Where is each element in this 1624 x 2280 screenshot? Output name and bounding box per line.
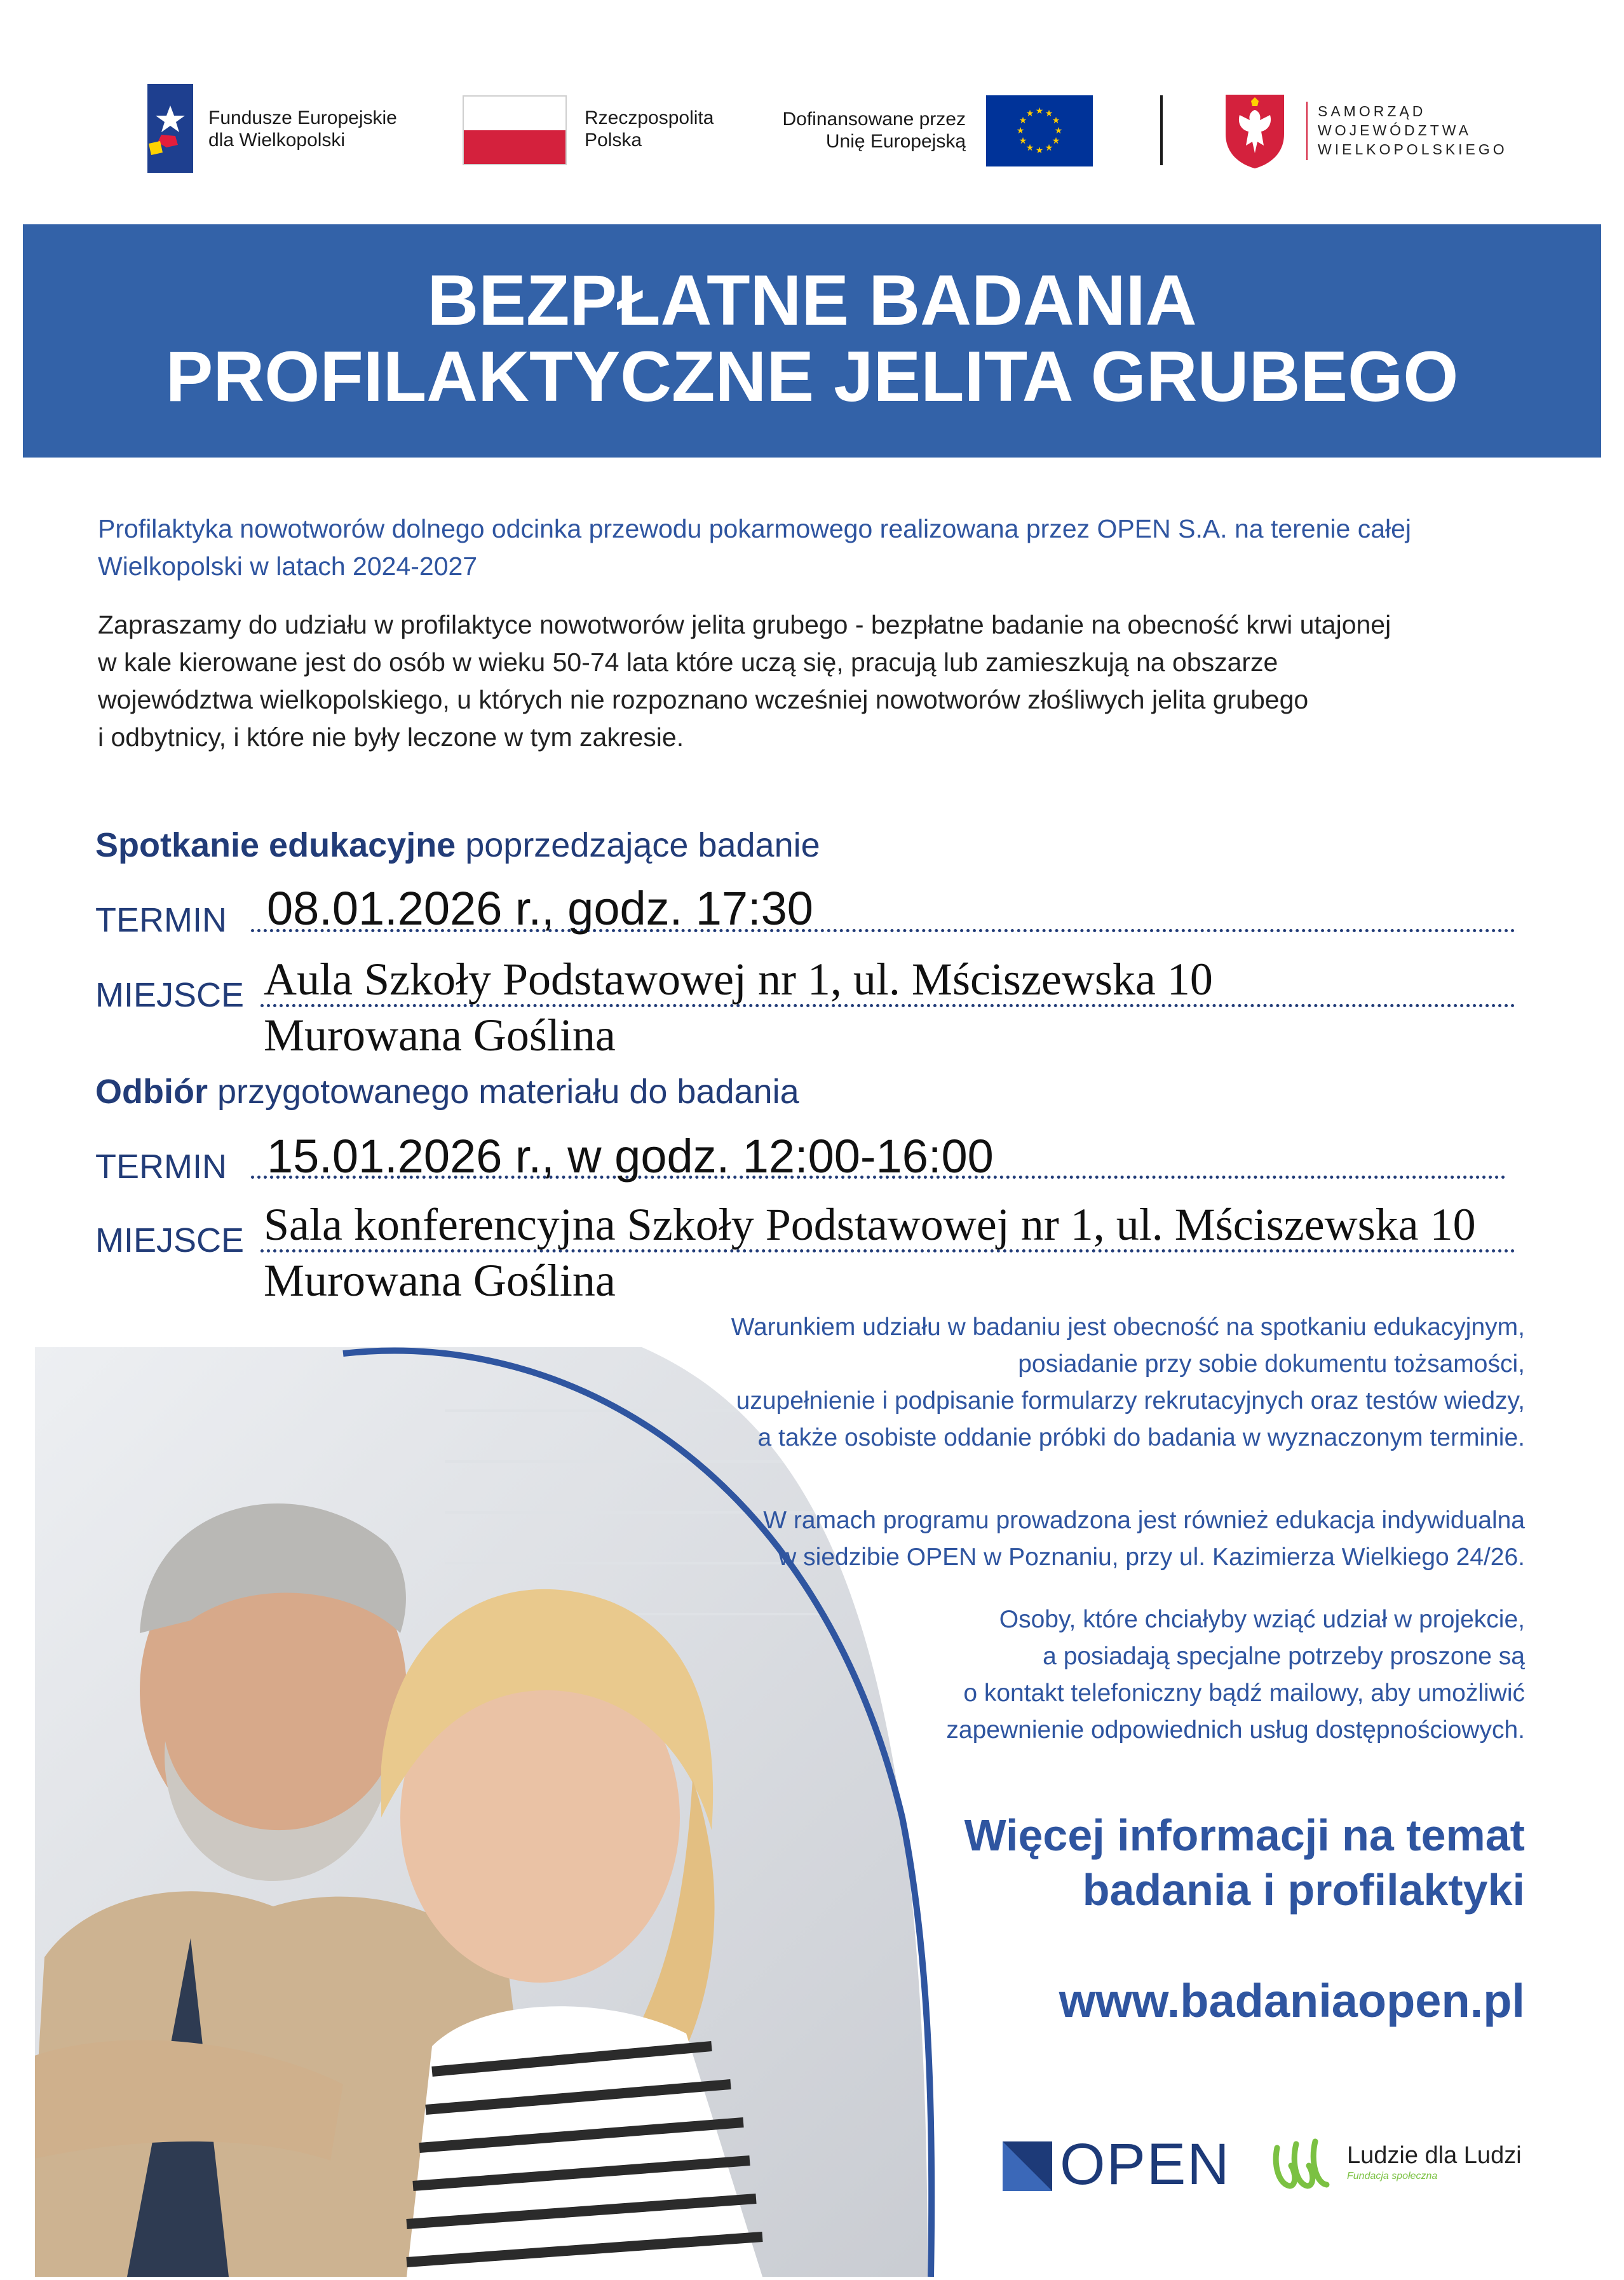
intro-line1: Profilaktyka nowotworów dolnego odcinka przewodu pokarmowego realizowana przez OPEN S.A. na terenie całej xyxy=(98,514,1412,543)
open-logo-text: OPEN xyxy=(1060,2132,1231,2197)
conditions-line4: a także osobiste oddanie próbki do badania w wyznaczonym terminie. xyxy=(757,1424,1525,1451)
conditions-paragraph xyxy=(572,1309,1525,1456)
pickup-termin-value: 15.01.2026 r., w godz. 12:00-16:00 xyxy=(267,1130,994,1183)
fe-logo-line1: Fundusze Europejskie xyxy=(208,107,397,128)
more-info-line2: badania i profilaktyki xyxy=(1082,1865,1525,1915)
ldl-subtitle: Fundacja społeczna xyxy=(1347,2171,1438,2182)
samorzad-line2: WOJEWÓDZTWA xyxy=(1318,122,1472,139)
invitation-paragraph xyxy=(98,606,1597,756)
intro-line2: Wielkopolski w latach 2024-2027 xyxy=(98,552,478,581)
rp-logo-text xyxy=(585,107,737,151)
ldl-logo-text xyxy=(1347,2141,1563,2183)
couple-photo xyxy=(0,1334,953,2277)
ludzie-dla-ludzi-logo-icon xyxy=(1271,2135,1334,2192)
accessibility-line3: o kontakt telefoniczny bądź mailowy, aby umożliwić xyxy=(963,1679,1525,1707)
rp-logo-line1: Rzeczpospolita xyxy=(585,107,714,128)
pickup-termin-label: TERMIN xyxy=(95,1148,227,1186)
svg-text:★: ★ xyxy=(1045,109,1053,119)
svg-text:★: ★ xyxy=(1052,136,1060,146)
fundusze-europejskie-logo-icon xyxy=(147,84,193,173)
pickup-miejsce-label: MIEJSCE xyxy=(95,1221,245,1259)
meeting-miejsce-label: MIEJSCE xyxy=(95,976,245,1014)
polish-flag-icon xyxy=(463,95,567,165)
pickup-heading-bold: Odbiór xyxy=(95,1073,208,1111)
logo-divider xyxy=(1160,95,1163,165)
conditions-line1: Warunkiem udziału w badaniu jest obecność na spotkaniu edukacyjnym, xyxy=(731,1313,1525,1341)
fe-logo-line2: dla Wielkopolski xyxy=(208,130,346,151)
svg-text:★: ★ xyxy=(1052,116,1060,126)
svg-text:★: ★ xyxy=(1018,116,1027,126)
page-title-line2: PROFILAKTYCZNE JELITA GRUBEGO xyxy=(165,337,1459,416)
education-paragraph xyxy=(572,1502,1525,1576)
svg-text:★: ★ xyxy=(1054,126,1063,136)
svg-text:★: ★ xyxy=(1018,136,1027,146)
conditions-line3: uzupełnienie i podpisanie formularzy rekrutacyjnych oraz testów wiedzy, xyxy=(736,1387,1525,1415)
photo-content xyxy=(0,1334,953,2277)
open-logo-mark-icon xyxy=(1003,2141,1052,2191)
svg-text:★: ★ xyxy=(1035,146,1044,156)
education-line1: W ramach programu prowadzona jest również edukacja indywidualna xyxy=(763,1507,1525,1534)
samorzad-line3: WIELKOPOLSKIEGO xyxy=(1318,141,1508,158)
meeting-heading-rest: poprzedzające badanie xyxy=(456,826,820,864)
pickup-heading-rest: przygotowanego materiału do badania xyxy=(207,1073,799,1111)
svg-text:★: ★ xyxy=(1035,106,1044,116)
eu-logo-line2: Unię Europejską xyxy=(825,131,966,152)
pickup-miejsce-line1: Sala konferencyjna Szkoły Podstawowej nr 1, ul. Mściszewska 10 xyxy=(264,1199,1476,1250)
program-intro xyxy=(98,510,1597,585)
meeting-termin-label: TERMIN xyxy=(95,901,227,939)
invitation-line1: Zapraszamy do udziału w profilaktyce nowotworów jelita grubego - bezpłatne badanie na obecność krwi utajonej xyxy=(98,610,1391,639)
svg-text:★: ★ xyxy=(1025,143,1034,153)
education-line2: w siedzibie OPEN w Poznaniu, przy ul. Kazimierza Wielkiego 24/26. xyxy=(778,1544,1525,1571)
pickup-miejsce-line2: Murowana Goślina xyxy=(264,1255,616,1306)
more-info-line1: Więcej informacji na temat xyxy=(964,1810,1525,1860)
ldl-name: Ludzie dla Ludzi xyxy=(1347,2142,1522,2169)
eu-flag-icon xyxy=(986,95,1093,166)
page-title-line1: BEZPŁATNE BADANIA xyxy=(427,261,1197,340)
meeting-termin-value: 08.01.2026 r., godz. 17:30 xyxy=(267,882,813,935)
invitation-line2: w kale kierowane jest do osób w wieku 50-74 lata które uczą się, pracują lub zamieszkują na obszarze xyxy=(98,648,1278,677)
svg-text:★: ★ xyxy=(1016,126,1025,136)
accessibility-paragraph xyxy=(572,1601,1525,1749)
website-link[interactable]: www.badaniaopen.pl xyxy=(1059,1974,1525,2027)
meeting-heading xyxy=(95,825,1303,865)
svg-text:★: ★ xyxy=(1045,143,1053,153)
accessibility-line1: Osoby, które chciałyby wziąć udział w projekcie, xyxy=(999,1606,1525,1633)
invitation-line3: województwa wielkopolskiego, u których nie rozpoznano wcześniej nowotworów złośliwych jelita grubego xyxy=(98,685,1309,714)
samorzad-line1: SAMORZĄD xyxy=(1318,103,1426,119)
accessibility-line4: zapewnienie odpowiednich usług dostępnościowych. xyxy=(946,1716,1525,1744)
meeting-miejsce-line1: Aula Szkoły Podstawowej nr 1, ul. Mściszewska 10 xyxy=(264,954,1213,1005)
rp-logo-line2: Polska xyxy=(585,130,642,151)
title-banner xyxy=(23,224,1601,458)
logo-bar xyxy=(0,0,1624,216)
svg-text:★: ★ xyxy=(1025,109,1034,119)
accessibility-line2: a posiadają specjalne potrzeby proszone są xyxy=(1043,1643,1525,1670)
conditions-line2: posiadanie przy sobie dokumentu tożsamości, xyxy=(1018,1350,1525,1378)
eu-logo-text xyxy=(750,108,966,153)
eu-logo-line1: Dofinansowane przez xyxy=(782,109,966,130)
emblem-separator xyxy=(1306,102,1308,160)
pickup-heading xyxy=(95,1071,1303,1112)
wielkopolska-eagle-emblem-icon xyxy=(1223,92,1287,170)
meeting-heading-bold: Spotkanie edukacyjne xyxy=(95,826,456,864)
meeting-miejsce-line2: Murowana Goślina xyxy=(264,1010,616,1061)
samorzad-logo-text xyxy=(1318,102,1534,159)
fe-logo-text xyxy=(208,107,424,151)
invitation-line4: i odbytnicy, i które nie były leczone w tym zakresie. xyxy=(98,723,684,752)
more-info-heading xyxy=(699,1808,1525,1917)
